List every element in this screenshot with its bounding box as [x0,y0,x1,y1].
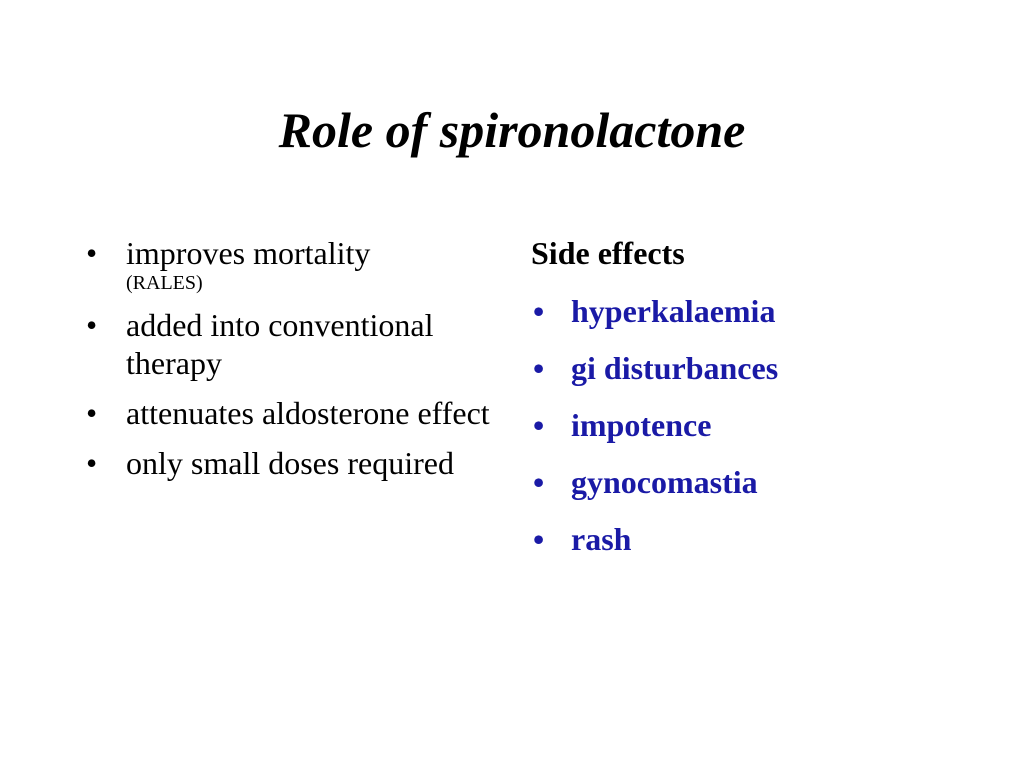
benefit-text: attenuates aldosterone effect [126,395,490,431]
side-effects-list [531,292,971,558]
bullet-icon: • [86,445,98,481]
side-effect-text: rash [571,521,632,557]
bullet-icon: • [533,464,545,500]
bullet-icon: • [533,407,545,443]
list-item [531,406,971,444]
list-item [86,306,496,382]
list-item [531,520,971,558]
side-effect-text: impotence [571,407,712,443]
list-item [86,394,496,432]
benefit-text: only small doses required [126,445,454,481]
side-effects-heading: Side effects [531,235,685,271]
side-effect-text: hyperkalaemia [571,293,776,329]
benefit-text: improves mortality [126,235,371,271]
list-item [86,444,496,482]
benefits-list [86,234,496,494]
side-effect-text: gi disturbances [571,350,779,386]
bullet-icon: • [533,350,545,386]
bullet-icon: • [86,395,98,431]
side-effects-section [531,234,971,577]
list-item [531,349,971,387]
list-item [86,234,496,294]
bullet-icon: • [533,521,545,557]
slide-title: Role of spironolactone [278,102,746,158]
bullet-icon: • [533,293,545,329]
side-effect-text: gynocomastia [571,464,758,500]
list-item [531,292,971,330]
benefit-note: (RALES) [126,272,203,294]
bullet-icon: • [86,235,98,271]
benefit-text: added into conventional therapy [126,307,434,381]
bullet-icon: • [86,307,98,343]
list-item [531,463,971,501]
